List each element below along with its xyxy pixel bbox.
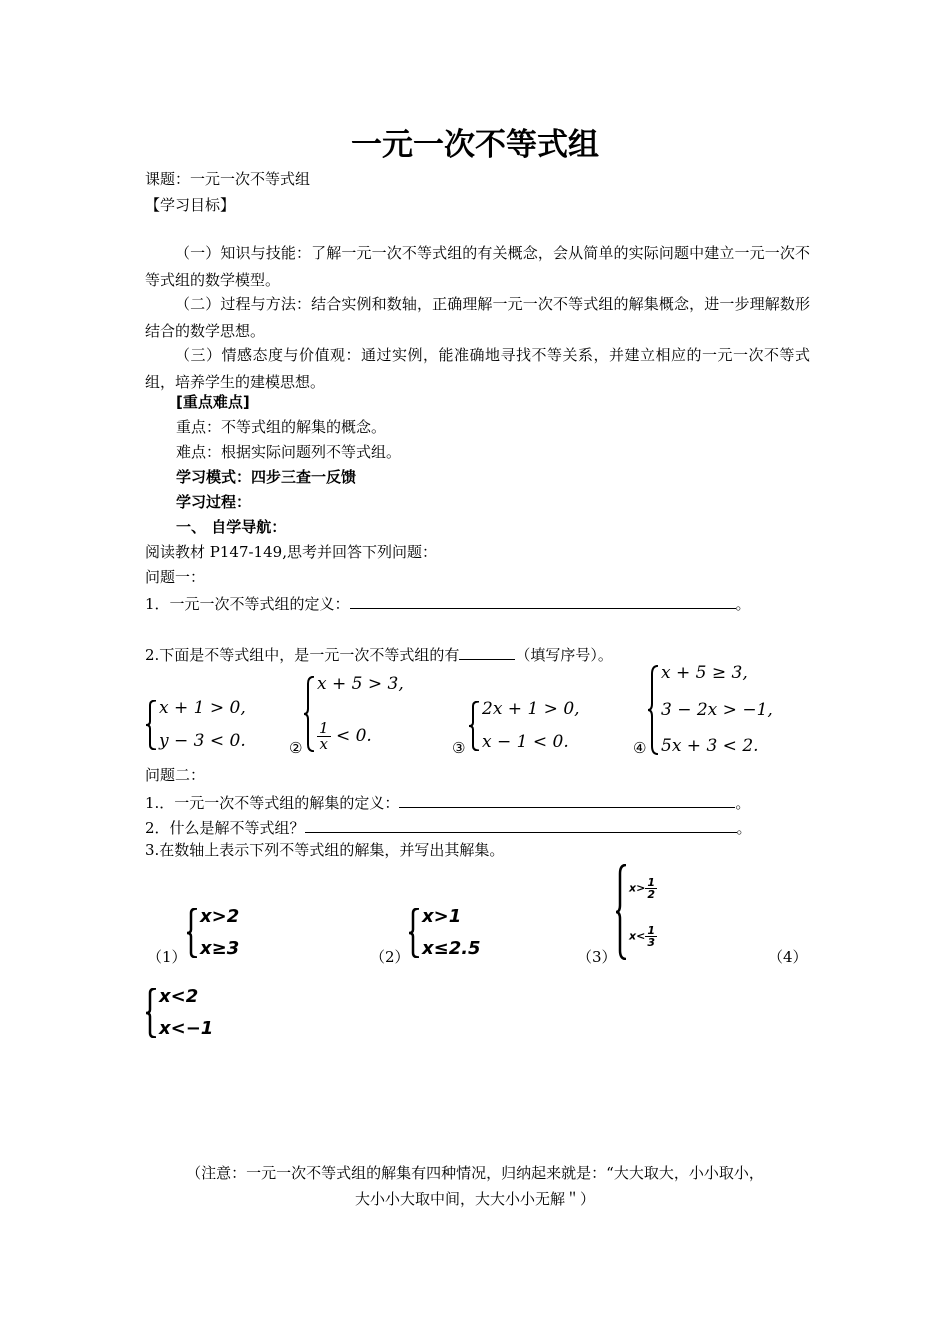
inequality-system-2 [303, 676, 404, 752]
inequality-line: x>2 [200, 906, 240, 927]
question-2-1-text: 1.．一元一次不等式组的解集的定义： [145, 794, 400, 812]
difficult-point: 难点：根据实际问题列不等式组。 [176, 443, 402, 461]
question-1-1-end: 。 [735, 595, 751, 613]
fraction-denominator: 2 [647, 887, 655, 901]
brace-icon [408, 908, 420, 958]
number-line-system-3 [615, 864, 657, 960]
inequality-system-1 [145, 700, 246, 750]
inequality-line: x + 5 ≥ 3, [661, 663, 748, 683]
number-line-system-4 [145, 988, 213, 1038]
question-1-2 [145, 645, 613, 663]
answer-blank[interactable] [399, 793, 735, 808]
inequality-line: x − 1 < 0. [482, 732, 569, 752]
inequality-line: 3 − 2x > −1, [661, 699, 773, 720]
inequality-line: x<−1 [159, 1018, 214, 1039]
brace-icon [145, 988, 157, 1038]
label-circled-3: ③ [452, 739, 466, 757]
inequality-system-4 [647, 665, 773, 755]
inequality-line [629, 877, 657, 900]
question-2-2-text: 2．什么是解不等式组？ [145, 819, 305, 837]
question-2-1 [145, 793, 750, 811]
label-circled-2: ② [289, 739, 303, 757]
fraction-denominator: x [319, 735, 328, 753]
question-2-3: 3.在数轴上表示下列不等式组的解集，并写出其解集。 [145, 841, 505, 859]
question-1-2-end: （填写序号）。 [515, 646, 613, 664]
brace-icon [468, 701, 480, 751]
note-line-1: （注意：一元一次不等式组的解集有四种情况，归纳起来就是：“大大取大，小小取小， [186, 1164, 764, 1182]
inequality-line [629, 925, 657, 948]
objective-3: （三）情感态度与价值观：通过实例，能准确地寻找不等关系，并建立相应的一元一次不等式组，培养学生的建模思想。 [145, 346, 810, 391]
fraction-denominator: 3 [647, 935, 655, 949]
number-line-system-1 [186, 908, 239, 958]
note-line-2: 大小小大取中间，大大小小无解＂） [354, 1190, 595, 1208]
inequality-line: x≤2.5 [422, 938, 481, 959]
inequality-line: x + 1 > 0, [159, 698, 246, 718]
objective-2: （二）过程与方法：结合实例和数轴，正确理解一元一次不等式组的解集概念，进一步理解数形结合的数学思想。 [145, 295, 810, 340]
inequality-prefix: x> [629, 881, 646, 894]
label-3: （3） [577, 948, 617, 966]
answer-blank[interactable] [305, 818, 737, 833]
label-2: （2） [370, 948, 410, 966]
question-two-heading: 问题二： [145, 766, 206, 784]
inequality-line: y − 3 < 0. [159, 731, 246, 751]
section-self-study: 一、 自学导航： [176, 518, 287, 536]
objective-1: （一）知识与技能：了解一元一次不等式组的有关概念，会从简单的实际问题中建立一元一次不等式组的数学模型。 [145, 244, 810, 289]
brace-icon [615, 864, 627, 960]
question-2-1-end: 。 [735, 794, 751, 812]
inequality-line [317, 721, 404, 752]
objectives-heading: 【学习目标】 [145, 196, 236, 214]
question-2-2 [145, 818, 752, 836]
page-title: 一元一次不等式组 [351, 127, 599, 163]
brace-icon [303, 676, 315, 752]
number-line-system-2 [408, 908, 481, 958]
inequality-line: 5x + 3 < 2. [661, 736, 759, 756]
question-2-2-end: 。 [736, 819, 752, 837]
brace-icon [186, 908, 198, 958]
inequality-prefix: x< [629, 929, 646, 942]
question-1-2-text: 2.下面是不等式组中，是一元一次不等式组的有 [145, 646, 460, 664]
inequality-tail: < 0. [330, 726, 372, 746]
question-1-1 [145, 594, 751, 612]
label-circled-4: ④ [633, 739, 647, 757]
fraction-numerator: 1 [319, 719, 329, 737]
topic-line: 课题：一元一次不等式组 [145, 170, 311, 188]
answer-blank[interactable] [459, 645, 515, 660]
answer-blank[interactable] [350, 594, 736, 609]
question-one-heading: 问题一： [145, 568, 206, 586]
key-point: 重点：不等式组的解集的概念。 [176, 418, 387, 436]
question-1-1-text: 1．一元一次不等式组的定义： [145, 595, 350, 613]
learning-process: 学习过程： [176, 493, 252, 511]
fraction-numerator: 1 [647, 923, 655, 937]
inequality-system-3 [468, 701, 580, 751]
inequality-line: x<2 [159, 986, 199, 1007]
learning-mode: 学习模式：四步三查一反馈 [176, 468, 357, 486]
key-points-heading: [重点难点] [176, 393, 250, 411]
inequality-line: x + 5 > 3, [317, 674, 404, 694]
inequality-line: x≥3 [200, 938, 240, 959]
reading-instruction: 阅读教材 P147-149,思考并回答下列问题： [145, 543, 437, 561]
inequality-line: 2x + 1 > 0, [482, 699, 580, 719]
brace-icon [145, 700, 157, 750]
brace-icon [647, 665, 659, 755]
label-4: （4） [768, 948, 808, 966]
label-1: （1） [147, 948, 187, 966]
fraction-numerator: 1 [647, 875, 655, 889]
inequality-line: x>1 [422, 906, 462, 927]
